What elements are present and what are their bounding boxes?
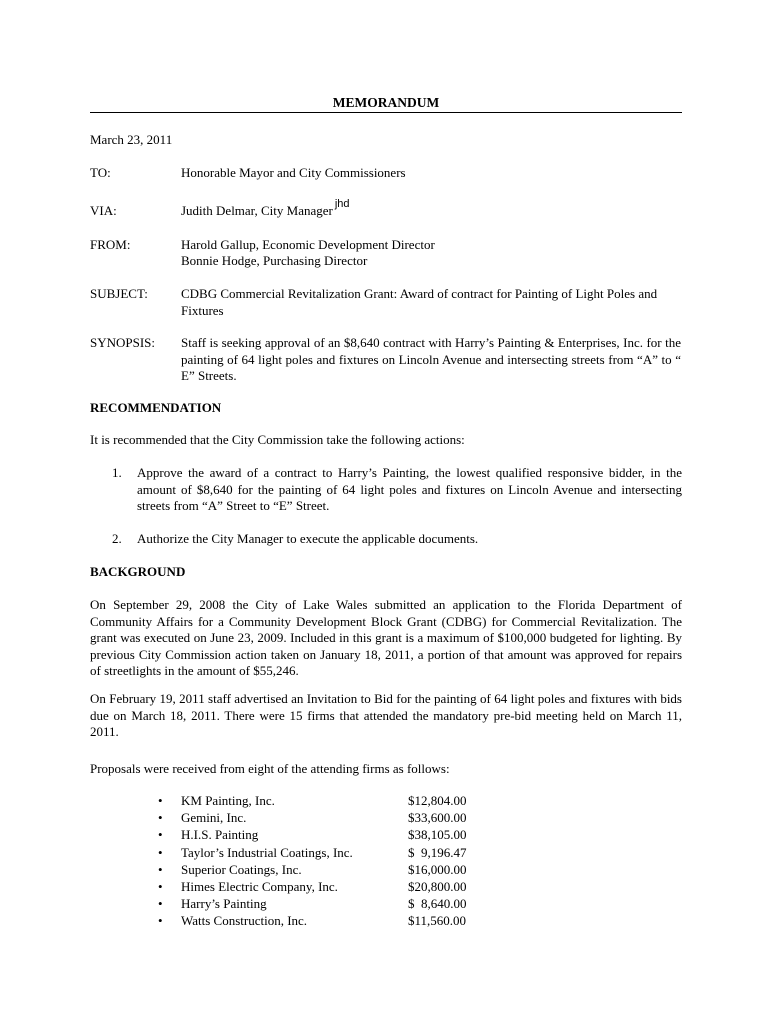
item-text: Authorize the City Manager to execute the applicable documents. xyxy=(137,531,479,546)
bidder-name: Taylor’s Industrial Coatings, Inc. xyxy=(181,844,353,860)
bullet-icon: • xyxy=(158,861,163,877)
list-item xyxy=(158,810,488,827)
recommendation-heading: RECOMMENDATION xyxy=(90,400,222,415)
list-item xyxy=(158,879,488,896)
bullet-icon: • xyxy=(158,827,163,843)
background-paragraph-1: On September 29, 2008 the City of Lake Wales submitted an application to the Florida Department of Community Affairs for a Community Development Block Grant (CDBG) for Commercial Revitalization. The grant was executed on June 23, 2009. Included in this grant is a maximum of $100,000 budgeted for lighting. By previous City Commission action taken on January 18, 2011, a portion of that amount was approved for repairs of streetlights in the amount of $55,246. xyxy=(90,597,682,678)
bullet-icon: • xyxy=(158,793,163,808)
bullet-icon: • xyxy=(158,896,163,912)
bidder-name: H.I.S. Painting xyxy=(181,827,259,843)
from-label: FROM: xyxy=(90,237,131,252)
list-item xyxy=(158,862,488,879)
bid-amount: $ 8,640.00 xyxy=(408,896,467,912)
background-heading: BACKGROUND xyxy=(90,564,186,579)
bid-amount: $38,105.00 xyxy=(408,827,467,843)
list-item xyxy=(158,793,488,810)
list-item xyxy=(158,845,488,862)
bullet-icon: • xyxy=(158,913,163,929)
to-value: Honorable Mayor and City Commissioners xyxy=(181,165,406,180)
bidder-name: Harry’s Painting xyxy=(181,896,267,912)
from-line-2: Bonnie Hodge, Purchasing Director xyxy=(181,253,368,268)
bid-amount: $11,560.00 xyxy=(408,913,467,929)
memo-date: March 23, 2011 xyxy=(90,132,173,147)
recommendation-intro: It is recommended that the City Commission take the following actions: xyxy=(90,432,465,447)
subject-value: CDBG Commercial Revitalization Grant: Award of contract for Painting of Light Poles and Fixtures xyxy=(181,286,658,318)
from-line-1: Harold Gallup, Economic Development Director xyxy=(181,237,435,252)
subject-label: SUBJECT: xyxy=(90,286,148,301)
bullet-icon: • xyxy=(158,810,163,826)
bullet-icon: • xyxy=(158,844,163,860)
background-paragraph-2: On February 19, 2011 staff advertised an Invitation to Bid for the painting of 64 light poles and fixtures with bids due on March 18, 2011. There were 15 firms that attended the mandatory pre-bid meeting held on March 11, 2011. xyxy=(90,691,682,739)
bid-amount: $ 9,196.47 xyxy=(408,844,467,860)
synopsis-value: Staff is seeking approval of an $8,640 contract with Harry’s Painting & Enterprises, Inc. for the painting of 64 light poles and fixtures on Lincoln Avenue and intersecting streets from “A” to “ E” Streets. xyxy=(181,335,681,383)
list-item xyxy=(158,827,488,844)
via-initials: jhd xyxy=(334,198,350,210)
bid-amount: $12,804.00 xyxy=(408,793,467,808)
bid-amount: $20,800.00 xyxy=(408,878,467,894)
bid-list xyxy=(158,793,488,931)
item-text: Approve the award of a contract to Harry’s Painting, the lowest qualified responsive bidder, in the amount of $8,640 for the painting of 64 light poles and fixtures on Lincoln Avenue and intersecting streets from “A” Street to “E” Street. xyxy=(137,465,682,513)
bidder-name: Superior Coatings, Inc. xyxy=(181,861,302,877)
item-number: 1. xyxy=(112,465,122,480)
bullet-icon: • xyxy=(158,878,163,894)
bidder-name: Gemini, Inc. xyxy=(181,810,247,826)
bidder-name: Himes Electric Company, Inc. xyxy=(181,878,338,894)
list-item xyxy=(158,896,488,913)
via-value: Judith Delmar, City Manager xyxy=(181,203,333,218)
via-label: VIA: xyxy=(90,203,117,218)
bid-amount: $16,000.00 xyxy=(408,861,467,877)
synopsis-label: SYNOPSIS: xyxy=(90,335,156,350)
bidder-name: KM Painting, Inc. xyxy=(181,793,275,808)
item-number: 2. xyxy=(112,531,122,546)
to-label: TO: xyxy=(90,165,111,180)
list-item xyxy=(158,913,488,930)
memo-title: MEMORANDUM xyxy=(332,95,440,110)
background-paragraph-3: Proposals were received from eight of the attending firms as follows: xyxy=(90,761,450,776)
bid-amount: $33,600.00 xyxy=(408,810,467,826)
via-line xyxy=(181,198,681,221)
title-underline xyxy=(90,112,682,113)
bidder-name: Watts Construction, Inc. xyxy=(181,913,308,929)
